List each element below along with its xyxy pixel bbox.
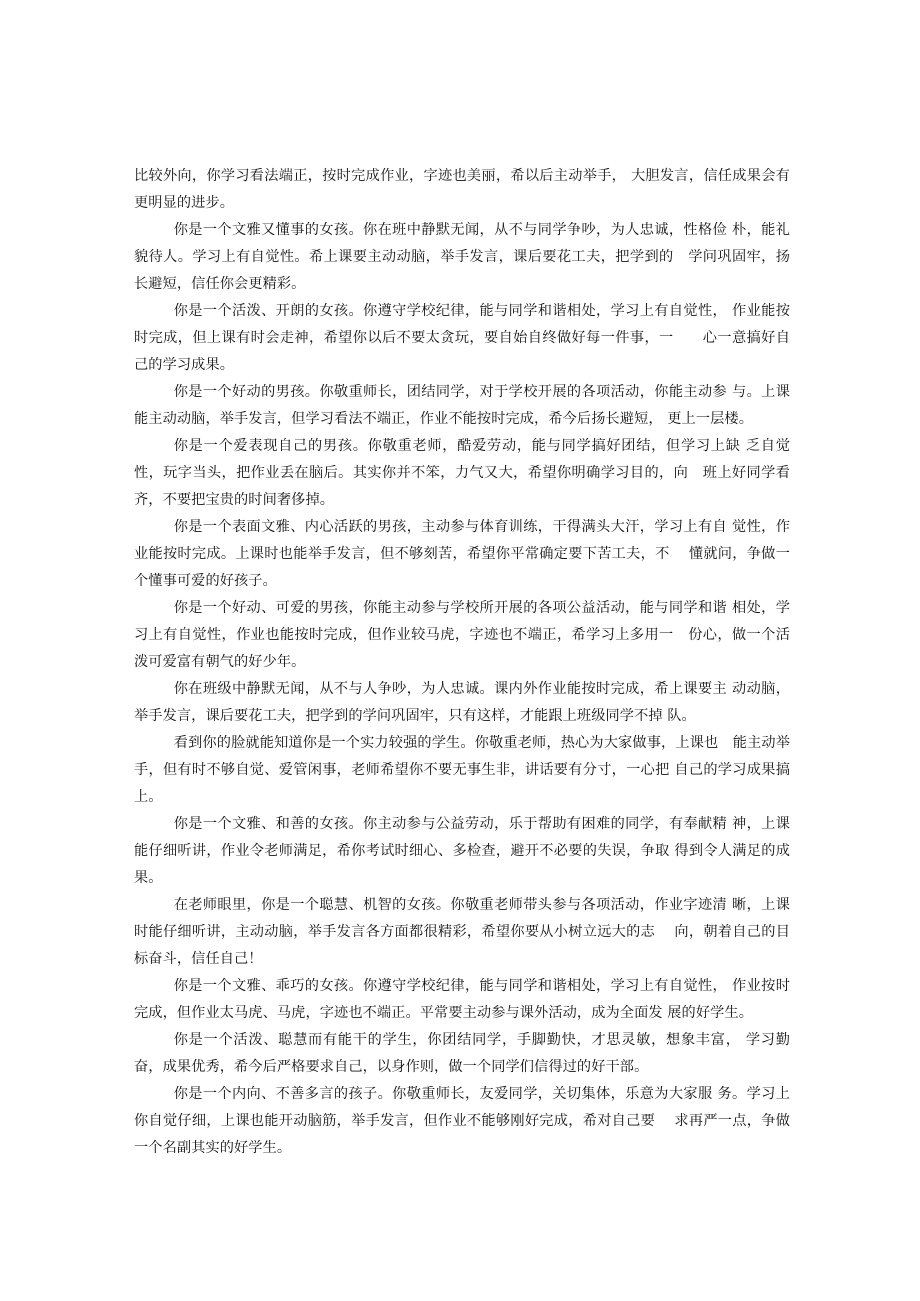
paragraph-7: 你是一个好动、可爱的男孩，你能主动参与学校所开展的各项公益活动，能与同学和谐 相处，学习上有自觉性，作业也能按时完成，但作业较马虎，字迹也不端正，希学习上多用一 份心，做一个活泼可爱富有朝气的好少年。 (134, 600, 790, 670)
paragraph-6: 你是一个表面文雅、内心活跃的男孩，主动参与体育训练，干得满头大汗，学习上有自 觉性，作业能按时完成。上课时也能举手发言，但不够刻苦，希望你平常确定要下苦工夫，不 懂就问，争做一个懂事可爱的好孩子。 (134, 519, 790, 589)
document-body (134, 163, 790, 1162)
paragraph-10: 你是一个文雅、和善的女孩。你主动参与公益劳动，乐于帮助有困难的同学，有奉献精 神，上课能仔细听讲，作业令老师满足，希你考试时细心、多检查，避开不必要的失误，争取 得到令人满足的成果。 (134, 816, 790, 886)
paragraph-9: 看到你的脸就能知道你是一个实力较强的学生。你敬重老师，热心为大家做事，上课也 能主动举手，但有时不够自觉、爱管闲事，老师希望你不要无事生非，讲话要有分寸，一心把 自己的学习成果搞上。 (134, 735, 790, 805)
paragraph-5: 你是一个爱表现自己的男孩。你敬重老师，酷爱劳动，能与同学搞好团结，但学习上缺 乏自觉性，玩字当头，把作业丢在脑后。其实你并不笨，力气又大，希望你明确学习目的，向 班上好同学看齐，不要把宝贵的时间奢侈掉。 (134, 438, 790, 508)
paragraph-1: 比较外向，你学习看法端正，按时完成作业，字迹也美丽，希以后主动举手， 大胆发言，信任成果会有更明显的进步。 (134, 168, 790, 211)
paragraph-2: 你是一个文雅又懂事的女孩。你在班中静默无闻，从不与同学争吵，为人忠诚，性格俭 朴，能礼貌待人。学习上有自觉性。希上课要主动动脑，举手发言，课后要花工夫，把学到的 学问巩固牢，扬长避短，信任你会更精彩。 (134, 222, 790, 292)
paragraph-8: 你在班级中静默无闻，从不与人争吵，为人忠诚。课内外作业能按时完成，希上课要主 动动脑，举手发言，课后要花工夫，把学到的学问巩固牢，只有这样，才能跟上班级同学不掉 队。 (134, 681, 790, 724)
paragraph-12: 你是一个文雅、乖巧的女孩。你遵守学校纪律，能与同学和谐相处，学习上有自觉性， 作业按时完成，但作业太马虎、马虎，字迹也不端正。平常要主动参与课外活动，成为全面发 展的好学生。 (134, 978, 790, 1021)
paragraph-11: 在老师眼里，你是一个聪慧、机智的女孩。你敬重老师带头参与各项活动，作业字迹清 晰，上课时能仔细听讲，主动动脑，举手发言各方面都很精彩，希望你要从小树立远大的志 向，朝着自己的目标奋斗，信任自己！ (134, 897, 790, 967)
paragraph-4: 你是一个好动的男孩。你敬重师长，团结同学，对于学校开展的各项活动，你能主动参 与。上课能主动动脑，举手发言，但学习看法不端正，作业不能按时完成，希今后扬长避短， 更上一层楼。 (134, 384, 790, 427)
paragraph-3: 你是一个活泼、开朗的女孩。你遵守学校纪律，能与同学和谐相处，学习上有自觉性， 作业能按时完成，但上课有时会走神，希望你以后不要太贪玩，要自始自终做好每一件事，一 心一意搞好自己的学习成果。 (134, 303, 790, 373)
paragraph-13: 你是一个活泼、聪慧而有能干的学生，你团结同学，手脚勤快，才思灵敏，想象丰富， 学习勤奋，成果优秀，希今后严格要求自己，以身作则，做一个同学们信得过的好干部。 (134, 1032, 790, 1075)
paragraph-14: 你是一个内向、不善多言的孩子。你敬重师长，友爱同学，关切集体，乐意为大家服 务。学习上你自觉仔细，上课也能开动脑筋，举手发言，但作业不能够刚好完成，希对自己要 求再严一点，争做一个名副其实的好学生。 (134, 1086, 790, 1156)
